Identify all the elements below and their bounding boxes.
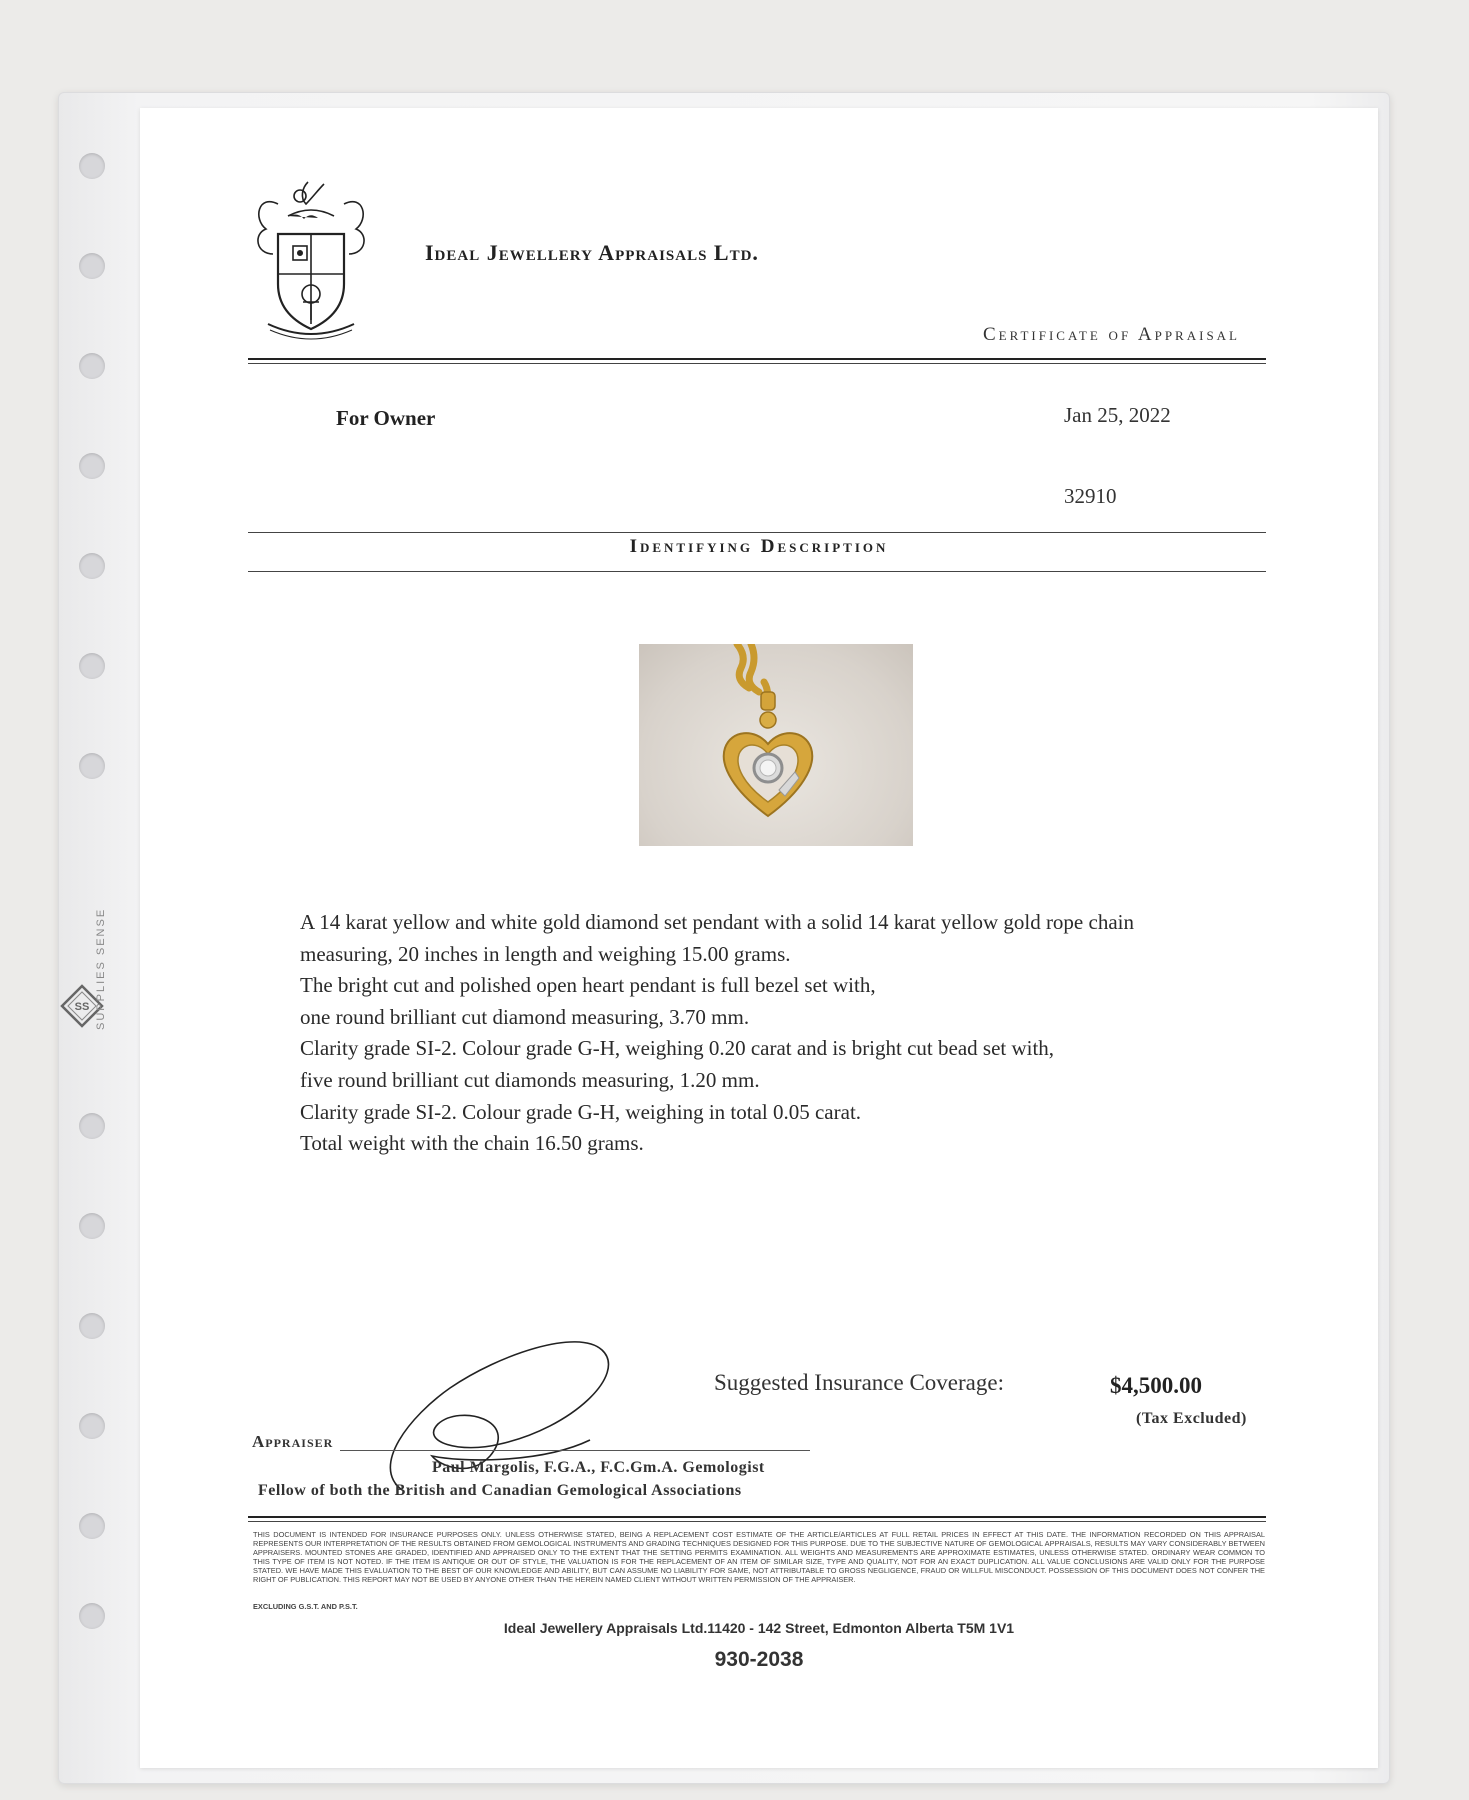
punch-hole bbox=[79, 653, 105, 679]
sleeve-brand-text: SUPPLIES SENSE bbox=[95, 907, 107, 1030]
description-line: Clarity grade SI-2. Colour grade G-H, weighing in total 0.05 carat. bbox=[300, 1099, 862, 1124]
appraiser-associations: Fellow of both the British and Canadian Gemological Associations bbox=[258, 1482, 742, 1499]
section-rule bbox=[248, 571, 1266, 572]
punch-hole bbox=[79, 753, 105, 779]
description-line: Clarity grade SI-2. Colour grade G-H, weighing 0.20 carat and is bright cut bead set with, bbox=[300, 1036, 1055, 1061]
company-address: Ideal Jewellery Appraisals Ltd.11420 - 142 Street, Edmonton Alberta T5M 1V1 bbox=[503, 1620, 1015, 1636]
disclaimer-text: THIS DOCUMENT IS INTENDED FOR INSURANCE PURPOSES ONLY. UNLESS OTHERWISE STATED, BEING A REPLACEMENT COST ESTIMATE OF THE ARTICLE/ARTICLES AT FULL RETAIL PRICES IN EFFECT AT THIS DATE. THE INFORMATION RECORDED ON THIS APPRAISAL REPRESENTS OUR INTERPRETATION OF THE RESULTS OBTAINED FROM GEMOLOGICAL INSTRUMENTS AND GRADING TECHNIQUES DESIGNED FOR THIS PURPOSE. DUE TO THE SUBJECTIVE NATURE OF GEMOLOGICAL APPRAISALS, RESULTS MAY VARY CONSIDERABLY BETWEEN APPRAISERS. MOUNTED STONES ARE GRADED, IDENTIFIED AND APPRAISED ONLY TO THE EXTENT THAT THE SETTING PERMITS EXAMINATION. ALL WEIGHTS AND MEASUREMENTS ARE APPROXIMATE ESTIMATES, UNLESS OTHERWISE STATED. ORDINARY WEAR COMMON TO THIS TYPE OF ITEM IS NOT NOTED. IF THE ITEM IS ANTIQUE OR OUT OF STYLE, THE VALUATION IS FOR THE REPLACEMENT OF AN ITEM OF SIMILAR SIZE, TYPE AND QUALITY, NOT FOR AN EXACT DUPLICATION. ALL VALUE CONCLUSIONS ARE VALID ONLY FOR THE PURPOSE STATED. WE HAVE MADE THIS EVALUATION TO THE BEST OF OUR KNOWLEDGE AND ABILITY, BUT CAN ASSUME NO LIABILITY FOR SAME, NOT ATTRIBUTABLE TO GROSS NEGLIGENCE, FRAUD OR WILLFUL MISCONDUCT. POSSESSION OF THIS DOCUMENT DOES NOT CONFER THE RIGHT OF PUBLICATION. THIS REPORT MAY NOT BE USED BY ANYONE OTHER THAN THE HEREIN NAMED CLIENT WITHOUT WRITTEN PERMISSION OF THE APPRAISER. bbox=[253, 1530, 1265, 1584]
description-line: The bright cut and polished open heart pendant is full bezel set with, bbox=[300, 973, 876, 998]
punch-hole bbox=[79, 1603, 105, 1629]
appraiser-name: Paul Margolis, F.G.A., F.C.Gm.A. Gemologist bbox=[432, 1459, 765, 1476]
punch-hole bbox=[79, 353, 105, 379]
appraisal-date: Jan 25, 2022 bbox=[1064, 403, 1171, 427]
footer-rule bbox=[248, 1516, 1266, 1518]
section-rule bbox=[248, 532, 1266, 533]
identifying-description bbox=[300, 907, 1260, 1160]
company-name: Ideal Jewellery Appraisals Ltd. bbox=[425, 240, 759, 265]
header-rule bbox=[248, 363, 1266, 364]
insurance-value: $4,500.00 bbox=[1110, 1373, 1202, 1398]
pendant-photo bbox=[639, 644, 913, 846]
description-line: five round brilliant cut diamonds measuring, 1.20 mm. bbox=[300, 1067, 760, 1092]
company-phone: 930-2038 bbox=[714, 1648, 804, 1671]
certificate-title: Certificate of Appraisal bbox=[982, 324, 1240, 345]
coat-of-arms-icon bbox=[248, 174, 374, 344]
tax-exclusion-text: EXCLUDING G.S.T. AND P.S.T. bbox=[253, 1602, 358, 1611]
signature-line bbox=[340, 1450, 810, 1451]
heart-pendant-icon bbox=[639, 644, 913, 846]
reference-number: 32910 bbox=[1064, 484, 1117, 508]
tax-note: (Tax Excluded) bbox=[1136, 1410, 1247, 1427]
section-title: Identifying Description bbox=[629, 536, 889, 557]
supplies-sense-mark: SS bbox=[74, 1001, 90, 1013]
appraisal-certificate bbox=[140, 108, 1378, 1768]
description-line: one round brilliant cut diamond measuring, 3.70 mm. bbox=[300, 1004, 750, 1029]
description-line: Total weight with the chain 16.50 grams. bbox=[300, 1131, 644, 1156]
footer-rule bbox=[248, 1521, 1266, 1522]
owner-label: For Owner bbox=[336, 406, 436, 430]
punch-hole bbox=[79, 1413, 105, 1439]
punch-hole bbox=[79, 1213, 105, 1239]
punch-hole bbox=[79, 1513, 105, 1539]
punch-hole bbox=[79, 253, 105, 279]
insurance-label: Suggested Insurance Coverage: bbox=[714, 1370, 1004, 1395]
punch-hole bbox=[79, 153, 105, 179]
supplies-sense-logo-icon bbox=[42, 960, 132, 1090]
description-line: A 14 karat yellow and white gold diamond set pendant with a solid 14 karat yellow gold rope chain bbox=[300, 910, 1134, 934]
appraiser-label: Appraiser bbox=[252, 1432, 334, 1451]
punch-hole bbox=[79, 1313, 105, 1339]
punch-hole bbox=[79, 1113, 105, 1139]
header-rule bbox=[248, 358, 1266, 360]
punch-hole bbox=[79, 453, 105, 479]
punch-hole bbox=[79, 553, 105, 579]
description-line: measuring, 20 inches in length and weighing 15.00 grams. bbox=[300, 941, 791, 966]
